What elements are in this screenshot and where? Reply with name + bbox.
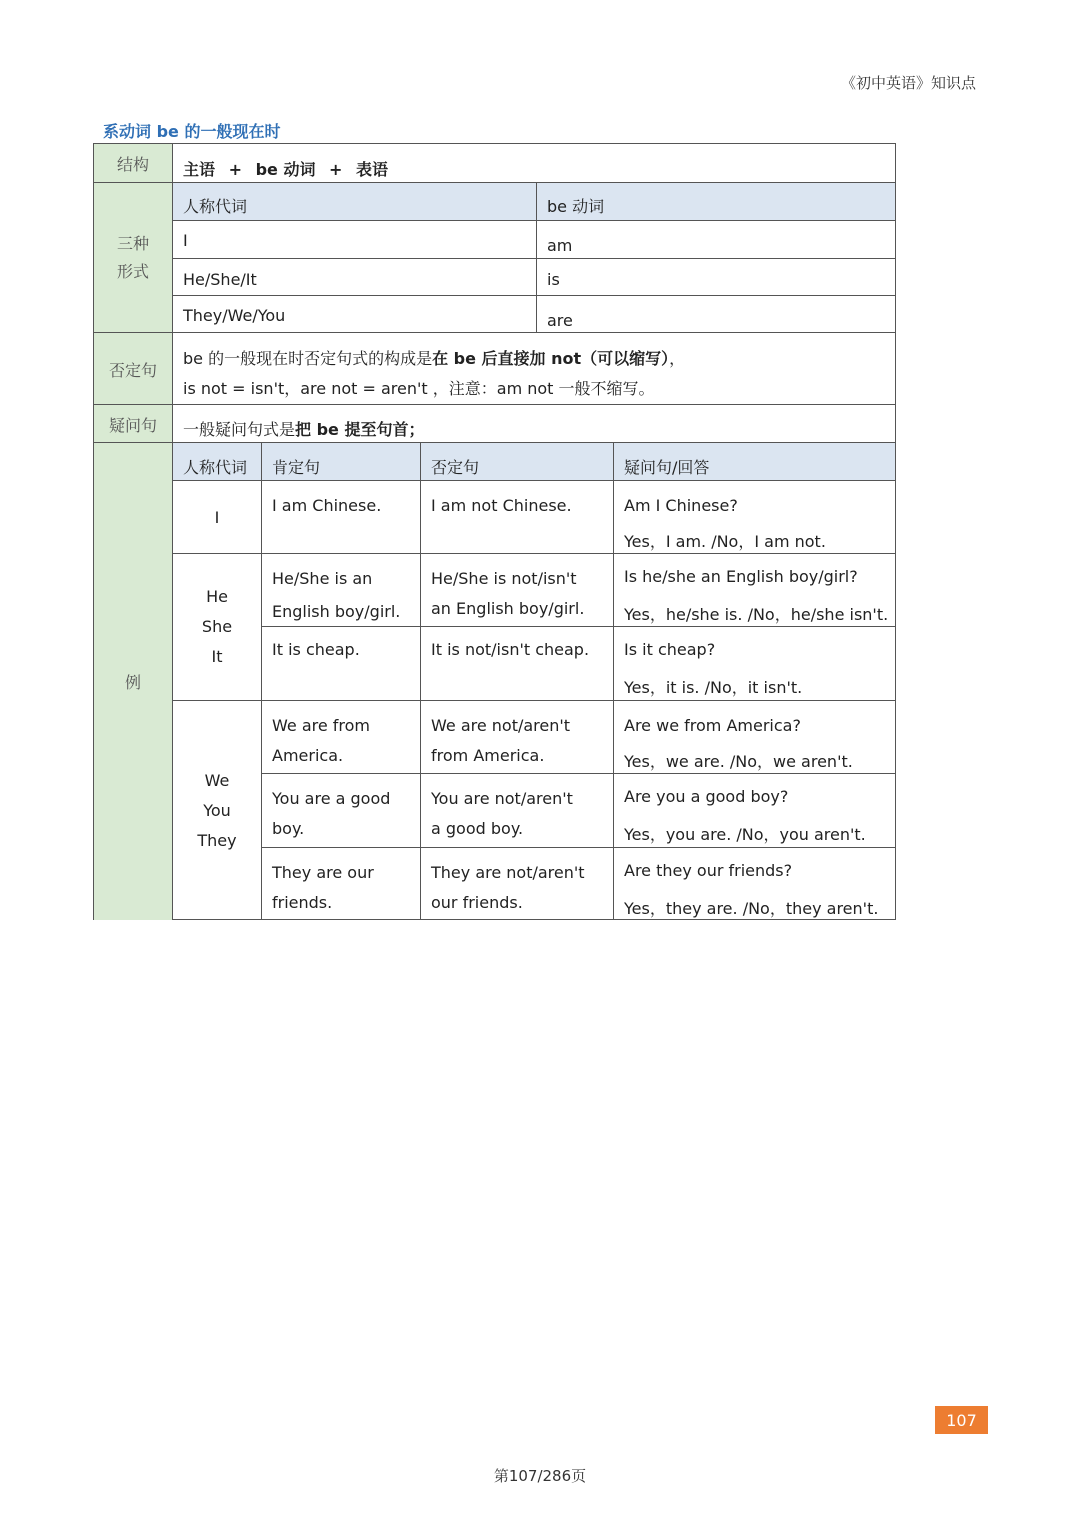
question-row xyxy=(94,404,895,443)
formula-predicative: 表语 xyxy=(356,160,389,179)
negative-description xyxy=(172,333,895,405)
examples-label: 例 xyxy=(94,443,172,920)
negative-punct: ， xyxy=(669,349,686,368)
examples-section xyxy=(94,442,895,920)
page-number-badge: 107 xyxy=(935,1406,988,1434)
example-negative: I am not Chinese. xyxy=(420,480,613,553)
grammar-table xyxy=(93,143,896,920)
pronoun-group-i: I xyxy=(172,480,261,553)
question-description xyxy=(172,405,895,443)
forms-pronoun-cell: I xyxy=(172,220,536,258)
formula-plus: + xyxy=(228,160,242,179)
examples-header-positive: 肯定句 xyxy=(261,443,420,480)
example-question: Are we from America? Yes，we are. /No，we aren't. xyxy=(613,700,895,773)
pronoun-group-he-she-it: He She It xyxy=(172,553,261,700)
forms-section xyxy=(94,182,895,333)
example-positive: We are from America. xyxy=(261,700,420,773)
forms-header-pronoun: 人称代词 xyxy=(172,183,536,220)
structure-label: 结构 xyxy=(94,144,172,182)
negative-row xyxy=(94,332,895,405)
question-rule: 把 be 提至句首； xyxy=(295,420,425,439)
forms-label xyxy=(94,183,172,333)
example-question: Is it cheap? Yes，it is. /No，it isn't. xyxy=(613,626,895,700)
example-positive: They are our friends. xyxy=(261,847,420,920)
formula-subject: 主语 xyxy=(183,160,216,179)
example-positive: You are a good boy. xyxy=(261,773,420,847)
negative-text: be 的一般现在时否定句式的构成是 xyxy=(183,349,433,368)
structure-row xyxy=(94,144,895,182)
example-negative: We are not/aren't from America. xyxy=(420,700,613,773)
forms-label-line: 形式 xyxy=(116,262,149,281)
example-negative: He/She is not/isn't an English boy/girl. xyxy=(420,553,613,626)
example-question: Are they our friends? Yes，they are. /No，they aren't. xyxy=(613,847,895,920)
example-negative: You are not/aren't a good boy. xyxy=(420,773,613,847)
question-text: 一般疑问句式是 xyxy=(183,420,296,439)
examples-header-pronoun: 人称代词 xyxy=(172,443,261,480)
example-positive: It is cheap. xyxy=(261,626,420,700)
forms-header-be: be 动词 xyxy=(536,183,895,220)
forms-pronoun-cell: He/She/It xyxy=(172,258,536,295)
forms-pronoun-cell: They/We/You xyxy=(172,295,536,333)
question-label: 疑问句 xyxy=(94,405,172,443)
example-question: Is he/she an English boy/girl? Yes，he/she is. /No，he/she isn't. xyxy=(613,553,895,626)
negative-note: is not = isn't，are not = aren't ，注意：am not 一般不缩写。 xyxy=(183,379,655,398)
negative-rule: 在 be 后直接加 not（可以缩写） xyxy=(432,349,670,368)
forms-be-cell: am xyxy=(536,220,895,258)
forms-label-line: 三种 xyxy=(116,234,149,253)
example-negative: They are not/aren't our friends. xyxy=(420,847,613,920)
example-positive: I am Chinese. xyxy=(261,480,420,553)
pronoun-group-we-you-they: We You They xyxy=(172,700,261,920)
page-footer: 第107/286页 xyxy=(493,1467,587,1485)
formula-verb: be 动词 xyxy=(255,160,316,179)
section-title: 系动词 be 的一般现在时 xyxy=(103,122,281,141)
forms-be-cell: is xyxy=(536,258,895,295)
examples-header-negative: 否定句 xyxy=(420,443,613,480)
examples-header-question: 疑问句/回答 xyxy=(613,443,895,480)
example-question: Are you a good boy? Yes，you are. /No，you aren't. xyxy=(613,773,895,847)
document-title: 《初中英语》知识点 xyxy=(840,74,976,92)
negative-label: 否定句 xyxy=(94,333,172,405)
example-negative: It is not/isn't cheap. xyxy=(420,626,613,700)
structure-formula xyxy=(172,144,895,182)
formula-plus: + xyxy=(329,160,343,179)
forms-be-cell: are xyxy=(536,295,895,333)
example-positive: He/She is an English boy/girl. xyxy=(261,553,420,626)
example-question: Am I Chinese? Yes，I am. /No，I am not. xyxy=(613,480,895,553)
